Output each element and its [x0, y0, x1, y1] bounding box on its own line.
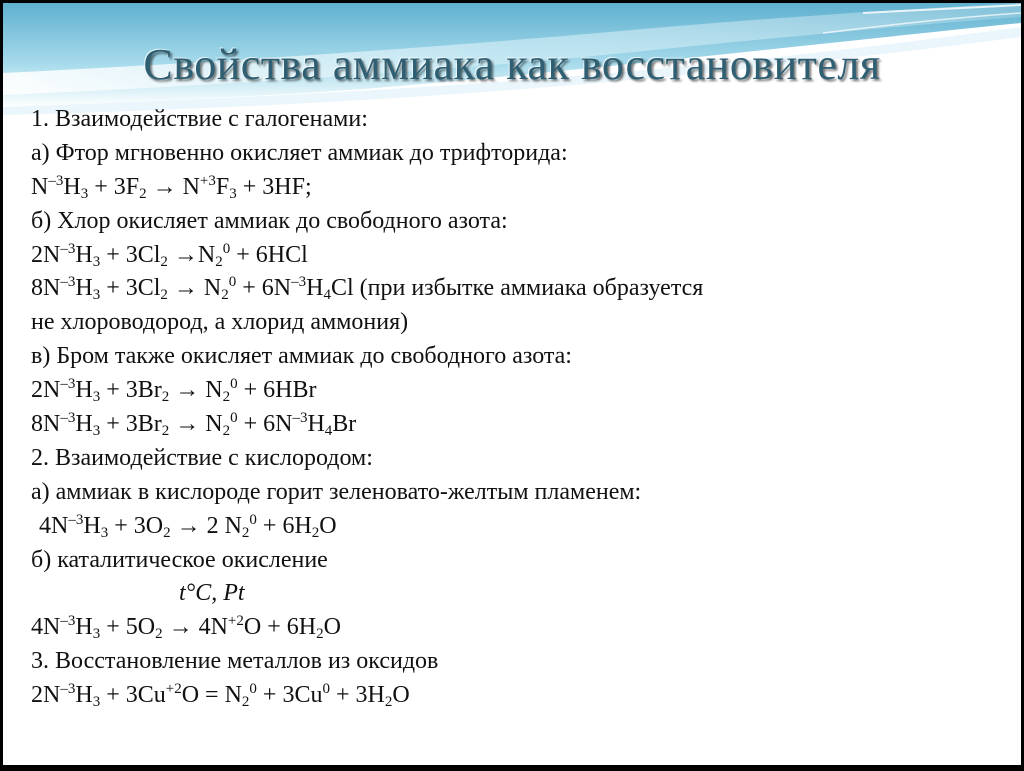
slide-title: Свойства аммиака как восстановителя [143, 40, 881, 89]
equation-chlorine-1: $2N^{-3}H_3 + 3Cl_2 \to N_2^0 + 6HCl$ [31, 240, 308, 270]
line-2: а) Фтор мгновенно окисляет аммиак до трифторида: [31, 139, 568, 166]
reaction-conditions: t°C, Pt [179, 580, 245, 607]
equation-bromine-1: $2N^{-3}H_3 + 3Br_2 \to N_2^0 + 6HBr$ [31, 376, 317, 406]
line-12: а) аммиак в кислороде горит зеленовато-желтым пламенем: [31, 478, 642, 505]
equation-chlorine-2: $8N^{-3}H_3 + 3Cl_2 \to N_2^0 + 6N^{-3}H_4Cl$ (при избытке аммиака образуется [31, 274, 704, 304]
equation-catalytic: $4N^{-3}H_3 + 5O_2 \to 4N^{+2}O + 6H_2O$ [31, 613, 341, 643]
line-1: 1. Взаимодействие с галогенами: [31, 106, 368, 132]
equation-bromine-2: $8N^{-3}H_3 + 3Br_2 \to N_2^0 + 6N^{-3}H_4Br$ [31, 410, 357, 440]
content [31, 103, 991, 713]
line-8: в) Бром также окисляет аммиак до свободного азота: [31, 343, 572, 370]
line-14: б) каталитическое окисление [31, 546, 328, 573]
line-11: 2. Взаимодействие с кислородом: [31, 444, 373, 471]
equation-oxygen-1: $4N^{-3}H_3 + 3O_2 \to 2$ $N_2^0 + 6H_2O$ [39, 511, 337, 541]
line-4: б) Хлор окисляет аммиак до свободного азота: [31, 207, 508, 234]
line-7: не хлороводород, а хлорид аммония) [31, 309, 409, 336]
equation-fluorine: $N^{-3}H_3 + 3F_2 \to N^{+3}F_3 + 3HF$; [31, 172, 312, 202]
line-17: 3. Восстановление металлов из оксидов [31, 648, 439, 675]
slide [3, 3, 1021, 765]
equation-copper: $2N^{-3}H_3 + 3Cu^{+2}O = N_2^0 + 3Cu^0 + 3H_2O$ [31, 681, 410, 711]
